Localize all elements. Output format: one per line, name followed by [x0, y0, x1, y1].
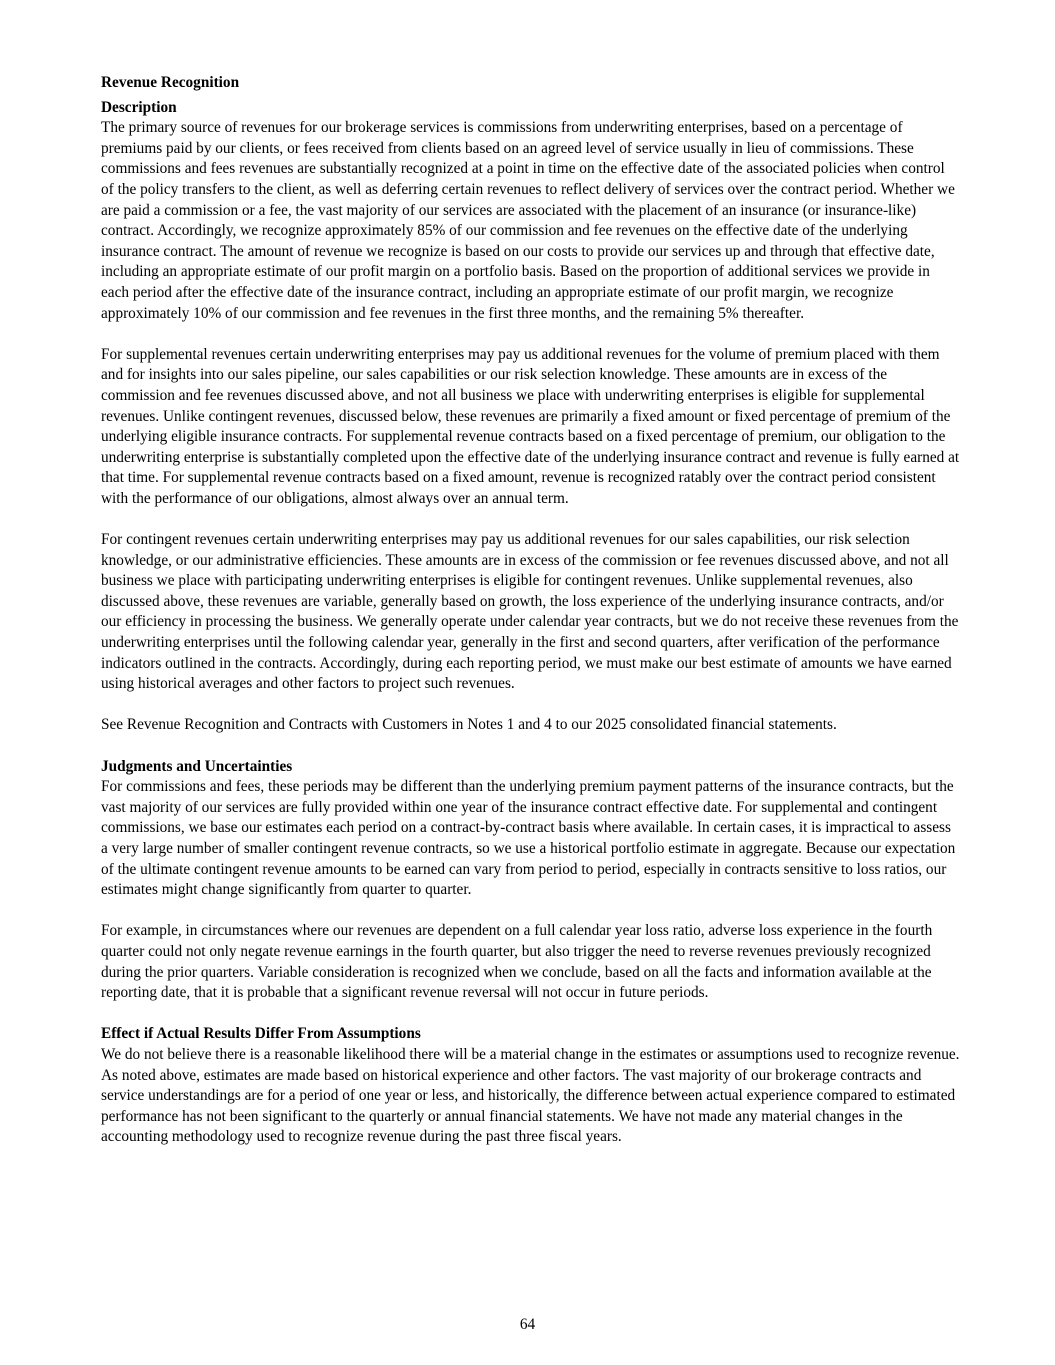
- paragraph: For supplemental revenues certain underwriting enterprises may pay us additional revenues for the volume of premium placed with them and for insights into our sales pipeline, our sales capabilities or our risk selection knowledge. These amounts are in excess of the commission and fee revenues discussed above, and not all business we place with underwriting enterprises is eligible for supplemental revenues. Unlike contingent revenues, discussed below, these revenues are primarily a fixed amount or fixed percentage of premium of the underlying eligible insurance contracts. For supplemental revenue contracts based on a fixed percentage of premium, our obligation to the underwriting enterprise is substantially completed upon the effective date of the underlying insurance contract and revenue is fully earned at that time. For supplemental revenue contracts based on a fixed amount, revenue is recognized ratably over the contract period consistent with the performance of our obligations, almost always over an annual term.: [101, 345, 960, 507]
- page-number: 64: [519, 1316, 536, 1333]
- paragraph: For contingent revenues certain underwriting enterprises may pay us additional revenues for our sales capabilities, our risk selection knowledge, or our administrative efficiencies. These amounts are in excess of the commission or fee revenues discussed above, and not all business we place with participating underwriting enterprises is eligible for contingent revenues. Unlike supplemental revenues, also discussed above, these revenues are variable, generally based on growth, the loss experience of the underlying insurance contracts, and/or our efficiency in processing the business. We generally operate under calendar year contracts, but we do not receive these revenues from the underwriting enterprises until the following calendar year, generally in the first and second quarters, after verification of the performance indicators outlined in the contracts. Accordingly, during each reporting period, we must make our best estimate of amounts we have earned using historical averages and other factors to project such revenues.: [101, 531, 959, 693]
- paragraph: The primary source of revenues for our brokerage services is commissions from underwriting enterprises, based on a percentage of premiums paid by our clients, or fees received from clients based on an agreed level of service usually in lieu of commissions. These commissions and fees revenues are substantially recognized at a point in time on the effective date of the associated policies when control of the policy transfers to the client, as well as deferring certain revenues to reflect delivery of services over the contract period. Whether we are paid a commission or a fee, the vast majority of our services are associated with the placement of an insurance (or insurance-like) contract. Accordingly, we recognize approximately 85% of our commission and fee revenues on the effective date of the underlying insurance contract. The amount of revenue we recognize is based on our costs to provide our services up and through that effective date, including an appropriate estimate of our profit margin on a portfolio basis. Based on the proportion of additional services we provide in each period after the effective date of the insurance contract, including an appropriate estimate of our profit margin, we recognize approximately 10% of our commission and fee revenues in the first three months, and the remaining 5% thereafter.: [101, 119, 955, 322]
- paragraph: For commissions and fees, these periods may be different than the underlying premium payment patterns of the insurance contracts, but the vast majority of our services are fully provided within one year of the insurance contract effective date. For supplemental and contingent commissions, we base our estimates each period on a contract-by-contract basis where available. In certain cases, it is impractical to assess a very large number of smaller contingent revenue contracts, so we use a historical portfolio estimate in aggregate. Because our expectation of the ultimate contingent revenue amounts to be earned can vary from period to period, especially in contracts sensitive to loss ratios, our estimates might change significantly from quarter to quarter.: [101, 778, 956, 899]
- section-heading-description: Description: [101, 98, 177, 116]
- section-heading-judgments: Judgments and Uncertainties: [101, 757, 293, 775]
- paragraph: We do not believe there is a reasonable likelihood there will be a material change in the estimates or assumptions used to recognize revenue. As noted above, estimates are made based on historical experience and other factors. The vast majority of our brokerage contracts and service understandings are for a period of one year or less, and historically, the difference between actual experience compared to estimated performance has not been significant to the quarterly or annual financial statements. We have not made any material changes in the accounting methodology used to recognize revenue during the past three fiscal years.: [101, 1045, 960, 1146]
- paragraph: See Revenue Recognition and Contracts with Customers in Notes 1 and 4 to our 2025 consolidated financial statements.: [101, 716, 837, 734]
- document-page: [101, 73, 961, 1148]
- page-title: Revenue Recognition: [101, 74, 240, 91]
- paragraph: For example, in circumstances where our revenues are dependent on a full calendar year loss ratio, adverse loss experience in the fourth quarter could not only negate revenue earnings in the fourth quarter, but also trigger the need to reverse revenues previously recognized during the prior quarters. Variable consideration is recognized when we conclude, based on all the facts and information available at the reporting date, that it is probable that a significant revenue reversal will not occur in future periods.: [101, 922, 933, 1002]
- section-heading-effect: Effect if Actual Results Differ From Assumptions: [101, 1025, 421, 1043]
